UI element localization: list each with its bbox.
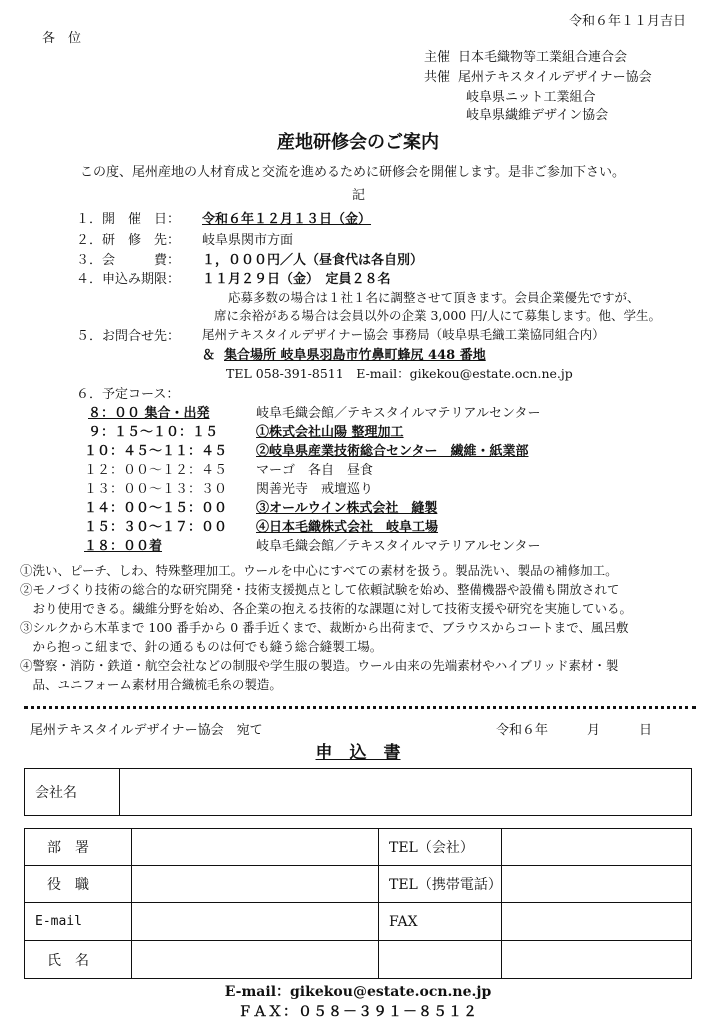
schedule-desc: ④日本毛織株式会社 岐阜工場 [256, 520, 439, 535]
meeting-ampersand: ＆ [202, 348, 216, 363]
intro-text: この度、尾州産地の人材育成と交流を進めるために研修会を開催します。是非ご参加下さい。 [80, 165, 625, 180]
deadline-value: １１月２９日（金） 定員２８名 [202, 272, 391, 287]
organizer-name: 尾州テキスタイルデザイナー協会 [458, 70, 652, 85]
application-date: 令和６年 月 日 [496, 723, 653, 738]
contact-value: 尾州テキスタイルデザイナー協会 事務局（岐阜県毛織工業協同組合内） [202, 327, 605, 342]
organizer-name: 日本毛織物等工業組合連合会 [458, 50, 628, 65]
issue-date: 令和６年１１月吉日 [568, 14, 686, 29]
cut-line-divider [24, 706, 696, 709]
application-title: 申 込 書 [315, 743, 401, 763]
application-recipient: 尾州テキスタイルデザイナー協会 宛て [30, 723, 263, 738]
schedule-desc: 岐阜毛織会館／テキスタイルマテリアルセンター [256, 406, 541, 421]
date-value: 令和６年１２月１３日（金） [202, 212, 372, 227]
tel-mobile-field[interactable] [502, 866, 692, 903]
schedule-time: １８：００着 [84, 539, 163, 554]
company-table [24, 768, 692, 816]
note-line: ③シルクから木革まで 100 番手から 0 番手近くまで、裁断から出荷まで、ブラウスからコートまで、風呂敷 [20, 620, 629, 635]
organizer-name: 岐阜県ニット工業組合 [466, 90, 596, 105]
schedule-time: １２：００〜１２：４５ [84, 463, 228, 478]
schedule-desc: マーゴ 各自 昼食 [256, 463, 374, 478]
note-line: から抱っこ紐まで、針の通るものは何でも縫う総合縫製工場。 [20, 639, 383, 654]
note-line: ②モノづくり技術の総合的な研究開発・技術支援拠点として依頼試験を始め、整備機器や設備も開放されて [20, 582, 620, 597]
fee-value: １，０００円／人（昼食代は各自別） [202, 253, 424, 268]
place-label: ２．研 修 先： [76, 233, 181, 248]
schedule-time: ８：００ 集合・出発 [88, 406, 210, 421]
email-field[interactable] [132, 903, 379, 941]
note-line: ①洗い、ピーチ、しわ、特殊整理加工。ウールを中心にすべての素材を扱う。製品洗い、製品の補修加工。 [20, 563, 618, 578]
schedule-desc: 岐阜毛織会館／テキスタイルマテリアルセンター [256, 539, 541, 554]
fax-label: FAX [379, 903, 502, 941]
deadline-note: 席に余裕がある場合は会員以外の企業 3,000 円/人にて募集します。他、学生。 [214, 308, 661, 323]
schedule-time: １４：００〜１５：００ [84, 501, 228, 516]
applicant-table [24, 828, 692, 979]
contact-tel-email: TEL 058-391-8511 E-mail：gikekou@estate.ocn.ne.jp [226, 366, 573, 381]
schedule-desc: ③オールウイン株式会社 縫製 [256, 501, 438, 516]
document-title: 産地研修会のご案内 [277, 132, 439, 153]
schedule-desc: 関善光寺 戒壇巡り [256, 482, 374, 497]
place-value: 岐阜県関市方面 [202, 233, 294, 248]
footer-email: E-mail：gikekou@estate.ocn.ne.jp [224, 984, 492, 1000]
course-label: ６．予定コース： [76, 387, 180, 402]
fee-label: ３．会 費： [76, 253, 181, 268]
schedule-desc: ①株式会社山陽 整理加工 [256, 425, 404, 440]
department-label: 部 署 [25, 829, 132, 866]
contact-label: ５．お問合せ先： [76, 329, 181, 344]
fax-field[interactable] [502, 903, 692, 941]
note-line: ④警察・消防・鉄道・航空会社などの制服や学生服の製造。ウール由来の先端素材やハイブリッド素材・製 [20, 658, 619, 673]
schedule-time: １５：３０〜１７：００ [84, 520, 228, 535]
department-field[interactable] [132, 829, 379, 866]
name-label: 氏 名 [25, 941, 132, 979]
organizer-role: 共催 [424, 70, 451, 85]
organizer-role: 主催 [424, 50, 451, 65]
note-line: 品、ユニフォーム素材用合織梳毛糸の製造。 [20, 677, 282, 692]
company-label: 会社名 [25, 769, 120, 816]
blank-field[interactable] [502, 941, 692, 979]
schedule-time: ９：１５〜１０：１５ [88, 425, 219, 440]
schedule-time: １０：４５〜１１：４５ [84, 444, 228, 459]
organizer-name: 岐阜県繊維デザイン協会 [466, 108, 609, 123]
tel-company-field[interactable] [502, 829, 692, 866]
position-label: 役 職 [25, 866, 132, 903]
deadline-label: ４．申込み期限： [76, 272, 181, 287]
ki-mark: 記 [352, 188, 366, 203]
footer-fax: ＦＡＸ：０５８－３９１－８５１２ [238, 1004, 478, 1020]
tel-mobile-label: TEL（携帯電話） [379, 866, 502, 903]
email-label: E-mail [25, 903, 132, 941]
date-label: １．開 催 日： [76, 212, 181, 227]
meeting-place: 集合場所 岐阜県羽島市竹鼻町蜂尻 448 番地 [224, 348, 486, 363]
name-field[interactable] [132, 941, 379, 979]
blank-label [379, 941, 502, 979]
addressee: 各 位 [42, 31, 82, 46]
company-field[interactable] [120, 769, 692, 816]
note-line: おり使用できる。繊維分野を始め、各企業の抱える技術的な課題に対して技術支援や研究を実施している。 [20, 601, 633, 616]
position-field[interactable] [132, 866, 379, 903]
schedule-desc: ②岐阜県産業技術総合センター 繊維・紙業部 [256, 444, 529, 459]
deadline-note: 応募多数の場合は１社１名に調整させて頂きます。会員企業優先ですが、 [228, 290, 640, 305]
schedule-time: １３：００〜１３：３０ [84, 482, 228, 497]
tel-company-label: TEL（会社） [379, 829, 502, 866]
